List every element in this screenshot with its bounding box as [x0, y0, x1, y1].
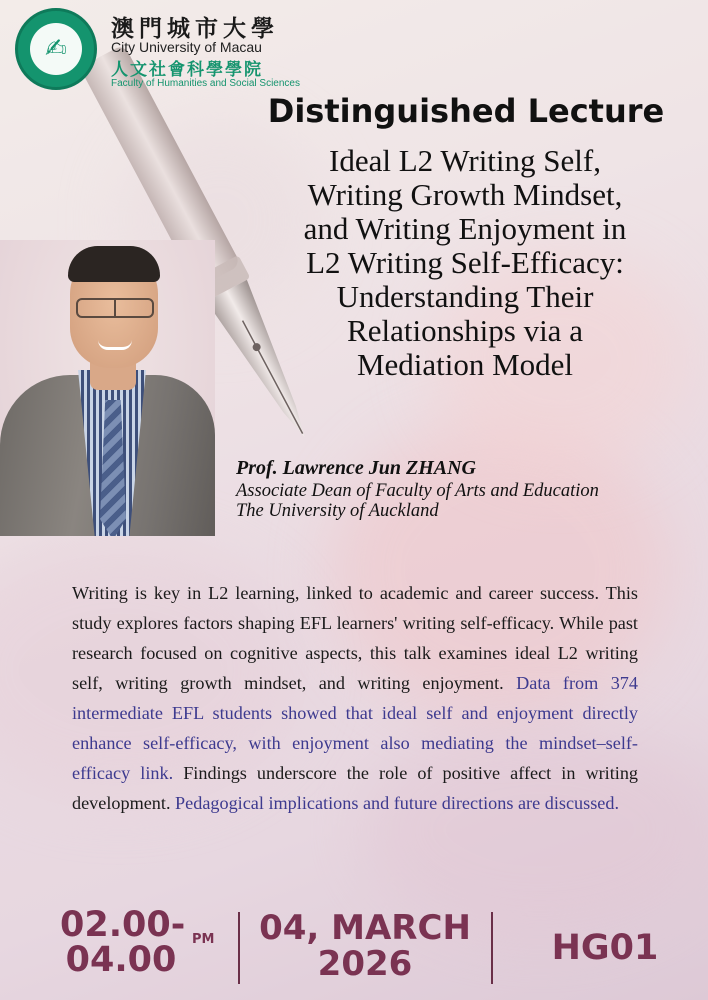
- event-type-heading: Distinguished Lecture: [267, 92, 665, 130]
- abstract-text: [72, 578, 638, 818]
- event-date: [252, 910, 478, 982]
- abstract-sentence: Pedagogical implications and future directions are discussed.: [175, 793, 619, 813]
- speaker-photo: [0, 240, 215, 536]
- abstract-sentence: This study explores factors shaping EFL learners' writing self-efficacy.: [72, 583, 638, 633]
- university-name-en: City University of Macau: [111, 39, 262, 55]
- title-line: Understanding Their: [336, 279, 594, 314]
- university-name-zh: 澳門城市大學: [111, 15, 279, 42]
- date-day-month: 04, MARCH: [259, 908, 471, 948]
- speaker-institution: The University of Auckland: [236, 501, 439, 521]
- speaker-info: [236, 455, 701, 521]
- faculty-emblem-icon: ✍: [30, 23, 82, 75]
- speaker-name: Prof. Lawrence Jun ZHANG: [236, 457, 476, 479]
- footer-divider: [491, 912, 493, 984]
- time-end: 04.00: [65, 940, 177, 980]
- abstract-sentence: Findings underscore the role of positive affect in writing development.: [72, 763, 639, 813]
- event-time: [60, 905, 186, 980]
- title-line: and Writing Enjoyment in: [303, 211, 627, 246]
- title-line: Ideal L2 Writing Self,: [329, 143, 601, 178]
- abstract-sentence: While past research focused on cognitive aspects, this talk examines ideal L2 writing self, writing growth mindset, and writing enjoyment.: [72, 613, 638, 693]
- time-suffix: PM: [192, 932, 215, 947]
- event-venue: HG01: [551, 928, 659, 968]
- title-line: L2 Writing Self-Efficacy:: [306, 245, 624, 280]
- title-line: Relationships via a: [347, 313, 583, 348]
- faculty-name-en: Faculty of Humanities and Social Sciences: [111, 78, 300, 89]
- lecture-title: [245, 144, 685, 382]
- date-year: 2026: [317, 944, 413, 984]
- title-line: Mediation Model: [356, 347, 574, 382]
- abstract-sentence: Writing is key in L2 learning, linked to academic and career success.: [72, 583, 600, 603]
- footer-divider: [238, 912, 240, 984]
- speaker-position: Associate Dean of Faculty of Arts and Education: [236, 481, 599, 501]
- time-start: 02.00-: [60, 905, 186, 945]
- faculty-name-zh: 人文社會科學學院: [111, 60, 263, 80]
- faculty-logo: [15, 8, 97, 90]
- abstract-sentence: Data from 374 intermediate EFL students showed that ideal self and enjoyment directly enhance self-efficacy, with enjoyment also mediating the mindset–self-efficacy link.: [72, 673, 638, 783]
- title-line: Writing Growth Mindset,: [307, 177, 623, 212]
